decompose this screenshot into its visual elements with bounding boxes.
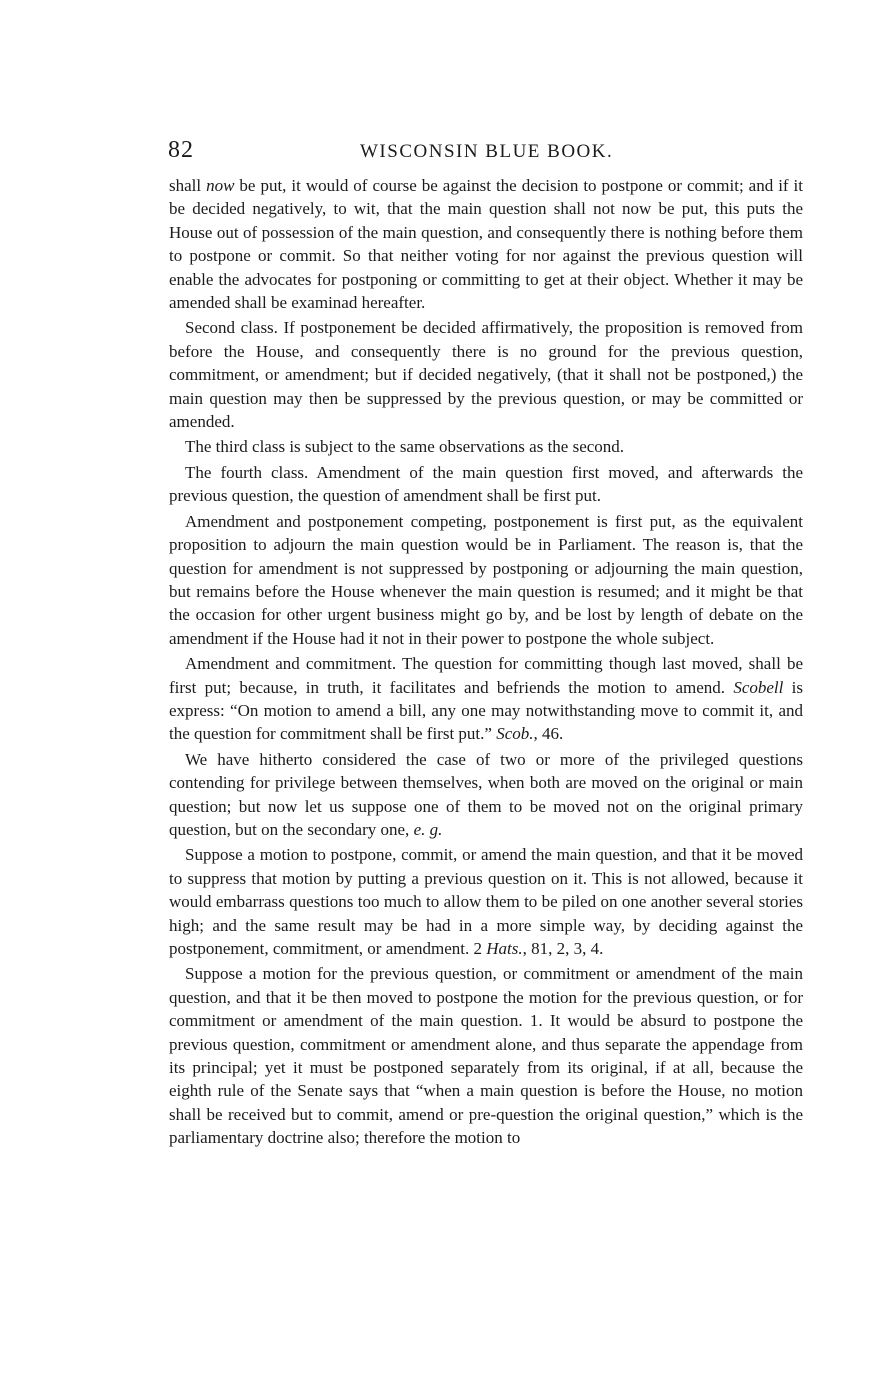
text-run: Suppose a motion for the previous question, or commitment or amendment of the main question, and that it be then moved to postpone the motion for the previous question, or for commitment or amendment of the main question. 1. It would be absurd to postpone the previous question, commitment or amendment alone, and thus separate the appendage from its principal; yet it must be postponed separately from its original, if at all, because the eighth rule of the Senate says that “when a main question is before the House, no motion shall be received but to commit, amend or pre-question the original question,” which is the parliamentary doctrine also; therefore the motion to: [169, 964, 803, 1148]
text-run: shall: [169, 176, 207, 195]
body-paragraph: [169, 843, 803, 960]
text-run: We have hitherto considered the case of two or more of the privileged questions contending for privilege between themselves, when both are moved on the original or main question; but now let us suppose one of them to be moved not on the original primary question, but on the secondary one,: [169, 749, 803, 839]
text-run: is express: “On motion to amend a bill, any one may notwithstanding move to commit it, and the question for commitment shall be first put.”: [169, 677, 803, 744]
body-paragraph: [169, 748, 803, 842]
text-run: Amendment and postponement competing, postponement is first put, as the equivalent proposition to adjourn the main question would be in Parliament. The reason is, that the question for amendment is not suppressed by postponing or adjourning the main question, but remains before the House whenever the main question is resumed; and it might be that the occasion for other urgent business might go by, and be lost by length of debate on the amendment if the House had it not in their power to postpone the whole subject.: [169, 511, 803, 648]
body-paragraph: [169, 435, 803, 458]
italic-text: now: [206, 176, 235, 195]
text-run: , 46.: [533, 724, 564, 744]
body-paragraph: [169, 316, 803, 433]
text-run: The third class is subject to the same observations as the second.: [185, 437, 625, 457]
text-run: be put, it would of course be against the decision to postpone or commit; and if it be decided negatively, to wit, that the main question shall not now be put, this puts the House out of possession of the main question, and consequently there is nothing before them to postpone or commit. So that neither voting for nor against the previous question will enable the advocates for postponing or committing to get at their object. Whether it may be amended shall be examinad hereafter.: [169, 176, 804, 313]
italic-text: Hats.: [486, 939, 523, 958]
text-run: Suppose a motion to postpone, commit, or amend the main question, and that it be moved to suppress that motion by putting a previous question on it. This is not allowed, because it would embarrass questions too much to allow them to be piled on one another several stories high; and the same result may be had in a more simple way, by deciding against the postponement, commitment, or amendment. 2: [169, 845, 803, 958]
page-header: [168, 137, 808, 167]
text-run: Second class. If postponement be decided affirmatively, the proposition is removed from before the House, and consequently there is no ground for the previous question, commitment, or amendment; but if decided negatively, (that it shall not be postponed,) the main question may then be suppressed by the previous question, or may be committed or amended.: [169, 318, 803, 432]
text-run: Amendment and commitment. The question for committing though last moved, shall be first put; because, in truth, it facilitates and befriends the motion to amend.: [169, 654, 803, 697]
body-paragraph: [169, 962, 803, 1149]
body-paragraph: [169, 510, 803, 650]
page-number: 82: [168, 137, 194, 163]
running-title: WISCONSIN BLUE BOOK.: [360, 141, 614, 162]
italic-text: Scobell: [733, 677, 784, 697]
body-paragraph: [169, 652, 803, 746]
italic-text: Scob.: [496, 724, 534, 744]
text-run: , 81, 2, 3, 4.: [522, 939, 604, 958]
body-paragraph: [169, 174, 803, 314]
body-text: [169, 174, 803, 1150]
body-paragraph: [169, 461, 803, 508]
text-run: The fourth class. Amendment of the main question first moved, and afterwards the previous question, the question of amendment shall be first put.: [169, 462, 803, 506]
italic-text: e. g.: [413, 819, 443, 839]
